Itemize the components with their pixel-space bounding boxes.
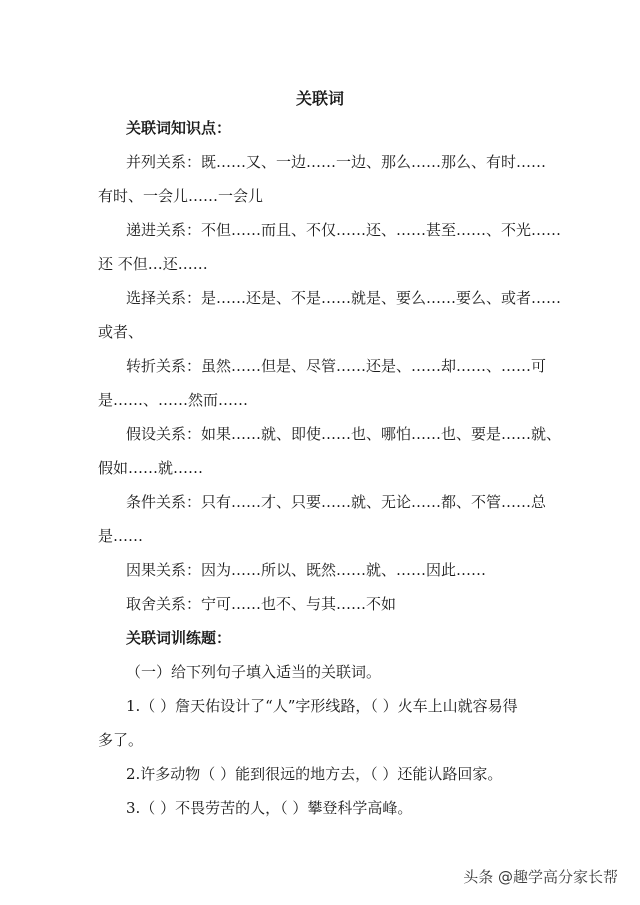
exercise-intro: （一）给下列句子填入适当的关联词。 — [126, 663, 382, 681]
relation-line-parallel-cont: 有时、一会儿……一会儿 — [98, 187, 264, 205]
relation-line-condition-cont: 是…… — [98, 527, 144, 545]
relation-line-condition: 条件关系：只有……才、只要……就、无论……都、不管……总 — [126, 493, 547, 511]
relation-line-hypothesis-cont: 假如……就…… — [98, 459, 204, 477]
knowledge-heading: 关联词知识点： — [126, 119, 232, 137]
relation-line-causal: 因果关系：因为……所以、既然……就、……因此…… — [126, 561, 487, 579]
relation-line-choice-cont: 或者、 — [98, 323, 144, 341]
relation-line-preference: 取舍关系：宁可……也不、与其……不如 — [126, 595, 397, 613]
question-3: 3.（ ）不畏劳苦的人，（ ）攀登科学高峰。 — [126, 799, 413, 817]
exercise-heading: 关联词训练题： — [126, 629, 232, 647]
relation-line-transition-cont: 是……、……然而…… — [98, 391, 249, 409]
relation-line-parallel: 并列关系：既……又、一边……一边、那么……那么、有时…… — [126, 153, 547, 171]
question-1-cont: 多了。 — [98, 731, 144, 749]
relation-line-choice: 选择关系：是……还是、不是……就是、要么……要么、或者…… — [126, 289, 562, 307]
relation-line-transition: 转折关系：虽然……但是、尽管……还是、……却……、……可 — [126, 357, 547, 375]
question-1: 1.（ ）詹天佑设计了“人”字形线路，（ ）火车上山就容易得 — [126, 697, 518, 715]
relation-line-progressive: 递进关系：不但……而且、不仅……还、……甚至……、不光…… — [126, 221, 562, 239]
relation-line-hypothesis: 假设关系：如果……就、即使……也、哪怕……也、要是……就、 — [126, 425, 562, 443]
question-2: 2.许多动物（ ）能到很远的地方去，（ ）还能认路回家。 — [126, 765, 503, 783]
page-title: 关联词 — [295, 89, 344, 108]
relation-line-progressive-cont: 还 不但…还…… — [98, 255, 208, 273]
watermark: 头条 @趣学高分家长帮 — [463, 868, 618, 886]
